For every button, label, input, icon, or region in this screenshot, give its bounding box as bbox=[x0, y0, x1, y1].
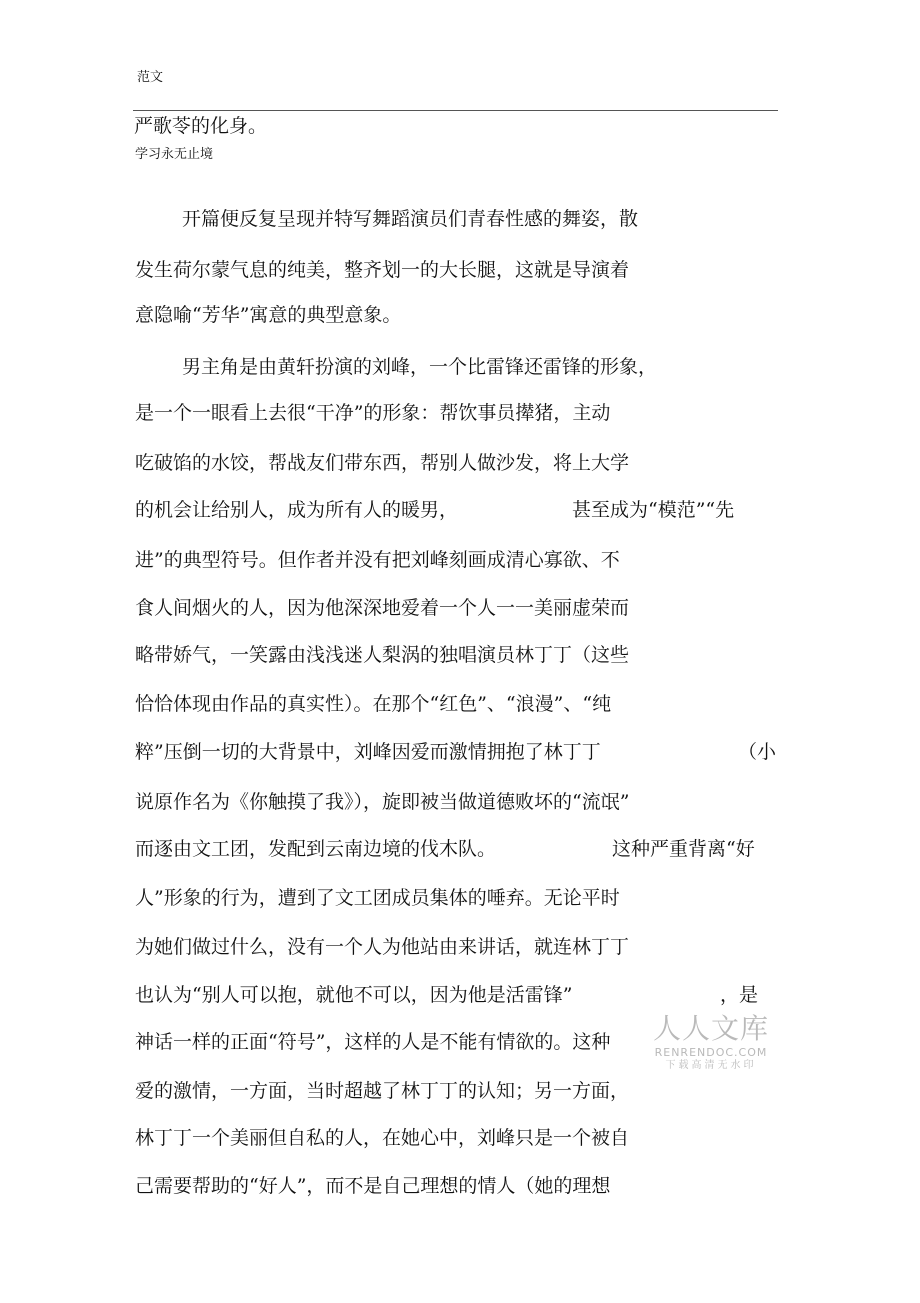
body-text: 食人间烟火的人，因为他深深地爱着一个人一一美丽虚荣而 bbox=[135, 597, 630, 619]
body-text: ，是 bbox=[720, 984, 759, 1006]
watermark-tagline: 下载高清无水印 bbox=[665, 1060, 757, 1071]
watermark-title: 人人文库 bbox=[652, 1012, 769, 1045]
opening-line: 严歌苓的化身。 bbox=[134, 115, 268, 137]
body-text: 神话一样的正面“符号”，这样的人是不能有情欲的。这种 bbox=[135, 1031, 611, 1053]
body-text: 吃破馅的水饺，帮战友们带东西，帮别人做沙发，将上大学 bbox=[135, 452, 630, 474]
body-text: 略带娇气，一笑露由浅浅迷人梨涡的独唱演员林丁丁（这些 bbox=[135, 644, 630, 666]
watermark-logo bbox=[646, 1012, 776, 1073]
body-text: 而逐由文工团，发配到云南边境的伐木队。 bbox=[135, 838, 497, 860]
header-subtitle: 学习永无止境 bbox=[135, 147, 214, 162]
body-text: 是一个一眼看上去很“干净”的形象：帮饮事员撵猪，主动 bbox=[135, 402, 611, 424]
body-text: 开篇便反复呈现并特写舞蹈演员们青春性感的舞姿，散 bbox=[182, 208, 639, 230]
body-text: 这种严重背离“好 bbox=[612, 838, 755, 860]
body-text: 林丁丁一个美丽但自私的人，在她心中，刘峰只是一个被自 bbox=[135, 1127, 630, 1149]
body-text: 进”的典型符号。但作者并没有把刘峰刻画成清心寡欲、不 bbox=[135, 549, 620, 571]
body-text: （小 bbox=[738, 741, 777, 763]
body-text: 意隐喻“芳华”寓意的典型意象。 bbox=[135, 304, 402, 326]
body-text: 说原作名为《你触摸了我》），旋即被当做道德败坏的“流氓” bbox=[135, 791, 630, 813]
watermark-domain: RENRENDOC.COM bbox=[654, 1046, 768, 1059]
body-text: 己需要帮助的“好人”，而不是自己理想的情人（她的理想 bbox=[135, 1175, 611, 1197]
body-text: 为她们做过什么，没有一个人为他站由来讲话，就连林丁丁 bbox=[135, 936, 630, 958]
header-divider bbox=[133, 110, 778, 111]
body-text: 也认为“别人可以抱，就他不可以，因为他是活雷锋” bbox=[135, 984, 573, 1006]
body-text: 发生荷尔蒙气息的纯美，整齐划一的大长腿，这就是导演着 bbox=[135, 259, 630, 281]
body-text: 爱的激情，一方面，当时超越了林丁丁的认知；另一方面， bbox=[135, 1080, 630, 1102]
body-text: 恰恰体现由作品的真实性）。在那个“红色”、“浪漫”、“纯 bbox=[135, 693, 612, 715]
body-text: 甚至成为“模范”“先 bbox=[572, 499, 735, 521]
body-text: 的机会让给别人，成为所有人的暖男， bbox=[135, 499, 459, 521]
body-text: 粹”压倒一切的大背景中，刘峰因爱而激情拥抱了林丁丁 bbox=[135, 741, 601, 763]
header-label: 范文 bbox=[137, 70, 164, 85]
body-text: 男主角是由黄轩扮演的刘峰，一个比雷锋还雷锋的形象， bbox=[182, 356, 658, 378]
body-text: 人”形象的行为，遭到了文工团成员集体的唾弃。无论平时 bbox=[135, 887, 620, 909]
